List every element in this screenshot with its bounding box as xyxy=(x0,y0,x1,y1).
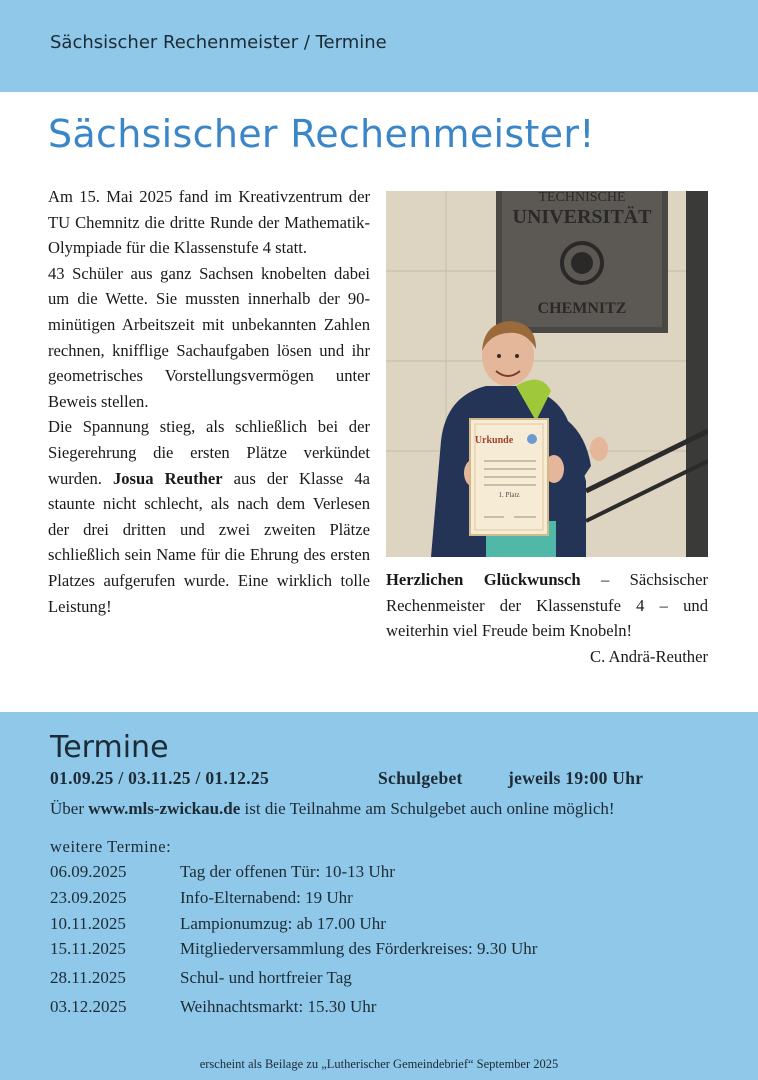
paragraph-3-rest: aus der Klasse 4a staunte nicht schlecht, als nach dem Verlesen der drei dritten und zwei zweiten Plätze schließlich sein Name für die Ehrung des ersten Platzes aufgerufen wurde. Eine wirklich tolle Leistung! xyxy=(48,468,370,616)
event-text: Mitgliederversammlung des Förderkreises: 9.30 Uhr xyxy=(180,939,538,958)
header-bar xyxy=(0,0,758,92)
event-text: Tag der offenen Tür: 10-13 Uhr xyxy=(180,862,395,881)
event-text: Info-Elternabend: 19 Uhr xyxy=(180,888,353,907)
event-date: 10.11.2025 xyxy=(50,914,126,933)
section-label: Sächsischer Rechenmeister / Termine xyxy=(50,32,387,53)
event-date: 03.12.2025 xyxy=(50,997,127,1016)
plaque-text-3: CHEMNITZ xyxy=(537,300,627,317)
online-prefix: Über xyxy=(50,799,89,818)
event-date: 15.11.2025 xyxy=(50,939,126,958)
online-notice xyxy=(50,799,615,819)
school-website-link[interactable]: www.mls-zwickau.de xyxy=(88,799,241,818)
student-name: Josua Reuther xyxy=(112,468,223,488)
certificate-place: 1. Platz xyxy=(498,491,520,499)
event-date: 06.09.2025 xyxy=(50,862,127,881)
photo-caption xyxy=(386,567,708,669)
paragraph-3-intro: Die Spannung stieg, als schließlich bei der Siegerehrung die ersten Plätze verkündet wurden. xyxy=(48,417,370,488)
caption-body: – Sächsischer Rechenmeister der Klassenstufe 4 – und weiterhin viel Freude beim Knobeln! xyxy=(386,570,708,641)
termine-title: Termine xyxy=(50,730,169,765)
prayer-time: jeweils 19:00 Uhr xyxy=(508,768,644,788)
event-date: 28.11.2025 xyxy=(50,968,126,987)
publication-note: erscheint als Beilage zu „Lutherischer Gemeindebrief“ September 2025 xyxy=(199,1057,559,1071)
caption-congrats: Herzlichen Glückwunsch xyxy=(386,570,581,589)
article-paragraph-2: 43 Schüler aus ganz Sachsen knobelten dabei um die Wette. Sie mussten innerhalb der 90-minütigen Arbeitszeit mit unbekannten Zahlen rechnen, knifflige Sachaufgaben lösen und ihr geometrisches Vorstellungsvermögen unter Beweis stellen. xyxy=(48,263,370,411)
article-title: Sächsischer Rechenmeister! xyxy=(48,112,595,156)
event-text: Weihnachtsmarkt: 15.30 Uhr xyxy=(180,997,377,1016)
more-events-label: weitere Termine: xyxy=(50,837,172,856)
article-photo xyxy=(386,191,708,557)
plaque-text-2: UNIVERSITÄT xyxy=(512,206,652,228)
online-suffix: ist die Teilnahme am Schulgebet auch online möglich! xyxy=(240,799,615,818)
prayer-dates: 01.09.25 / 03.11.25 / 01.12.25 xyxy=(50,768,270,788)
event-date: 23.09.2025 xyxy=(50,888,127,907)
event-text: Schul- und hortfreier Tag xyxy=(180,968,352,987)
caption-author: C. Andrä-Reuther xyxy=(590,646,708,666)
article-body xyxy=(48,184,370,619)
caption-text xyxy=(386,567,708,644)
event-text: Lampionumzug: ab 17.00 Uhr xyxy=(180,914,386,933)
article-paragraph-1: Am 15. Mai 2025 fand im Kreativzentrum der TU Chemnitz die dritte Runde der Mathematik-Olympiade für die Klassenstufe 4 statt. xyxy=(48,187,370,258)
prayer-label: Schulgebet xyxy=(378,768,463,788)
article-paragraph-3 xyxy=(48,414,370,619)
certificate-title: Urkunde xyxy=(474,435,514,446)
termine-section xyxy=(0,712,758,1080)
plaque-text-1: TECHNISCHE xyxy=(538,191,626,205)
